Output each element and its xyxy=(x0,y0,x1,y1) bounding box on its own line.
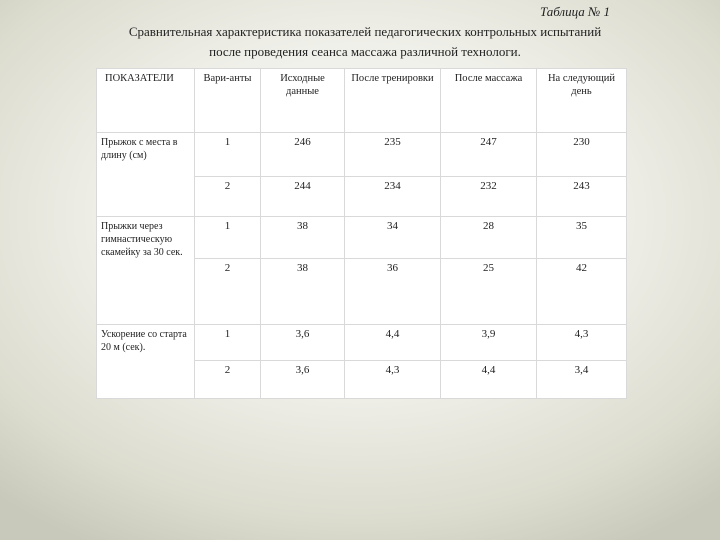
table-cell: 35 xyxy=(537,217,627,259)
table-cell: 244 xyxy=(261,177,345,217)
row-label: Прыжок с места в длину (см) xyxy=(97,133,195,217)
table-cell: 234 xyxy=(345,177,441,217)
table-row xyxy=(97,133,627,177)
table-cell: 3,9 xyxy=(441,325,537,361)
table-cell: 1 xyxy=(195,325,261,361)
table-cell: 2 xyxy=(195,361,261,399)
table-cell: 243 xyxy=(537,177,627,217)
row-label: Ускорение со старта 20 м (сек). xyxy=(97,325,195,399)
table-cell: 4,4 xyxy=(345,325,441,361)
table-cell: 2 xyxy=(195,177,261,217)
table-row xyxy=(97,325,627,361)
table-cell: 3,4 xyxy=(537,361,627,399)
table-cell: 4,3 xyxy=(537,325,627,361)
table-cell: 3,6 xyxy=(261,361,345,399)
table-cell: 3,6 xyxy=(261,325,345,361)
table-cell: 235 xyxy=(345,133,441,177)
table-cell: 230 xyxy=(537,133,627,177)
table-cell: 42 xyxy=(537,259,627,325)
header-cell: Исходные данные xyxy=(261,69,345,133)
table-cell: 38 xyxy=(261,217,345,259)
table-cell: 34 xyxy=(345,217,441,259)
header-cell: ПОКАЗАТЕЛИ xyxy=(97,69,195,133)
table-cell: 232 xyxy=(441,177,537,217)
title-line-2: после проведения сеанса массажа различной технологи. xyxy=(209,44,521,59)
table-row xyxy=(97,217,627,259)
table-cell: 36 xyxy=(345,259,441,325)
title-line-1: Сравнительная характеристика показателей педагогических контрольных испытаний xyxy=(128,24,602,39)
document-title xyxy=(60,22,670,62)
header-row xyxy=(97,69,627,133)
table-cell: 246 xyxy=(261,133,345,177)
table-cell: 28 xyxy=(441,217,537,259)
header-cell: На следующий день xyxy=(537,69,627,133)
table-cell: 2 xyxy=(195,259,261,325)
table-cell: 247 xyxy=(441,133,537,177)
table-cell: 4,3 xyxy=(345,361,441,399)
table-cell: 1 xyxy=(195,217,261,259)
results-table xyxy=(96,68,627,399)
table-caption: Таблица № 1 xyxy=(539,4,610,19)
row-label: Прыжки через гимнастическую скамейку за 30 сек. xyxy=(97,217,195,325)
table-cell: 1 xyxy=(195,133,261,177)
table-cell: 25 xyxy=(441,259,537,325)
header-cell: Вари-анты xyxy=(195,69,261,133)
header-cell: После тренировки xyxy=(345,69,441,133)
header-cell: После массажа xyxy=(441,69,537,133)
table-cell: 4,4 xyxy=(441,361,537,399)
table-cell: 38 xyxy=(261,259,345,325)
